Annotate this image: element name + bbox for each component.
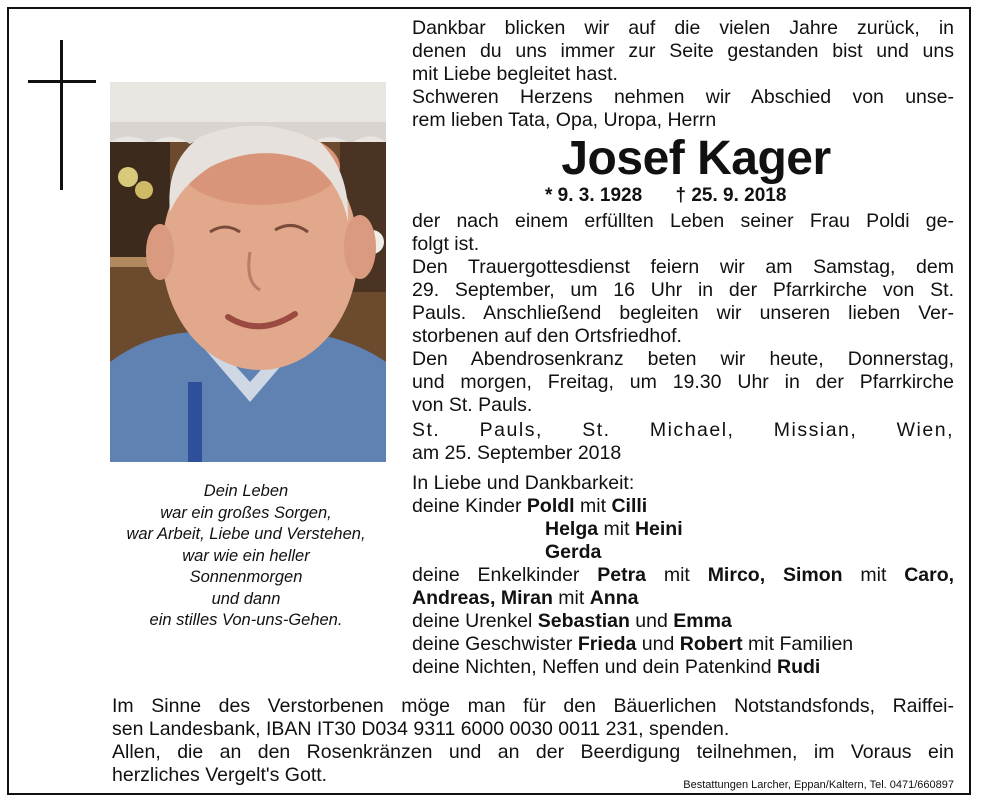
geschwister-suffix: mit Familien xyxy=(748,633,854,655)
grandchild-name: Simon xyxy=(782,564,843,586)
poem-line: und dann xyxy=(211,589,281,608)
great-grandchild-name: Emma xyxy=(673,610,732,632)
closing-line: Im Sinne des Verstorbenen möge man für den Bäuerlichen Notstandsfonds, Raiffei- xyxy=(112,695,954,717)
body-line: 29. September, um 16 Uhr in der Pfarrkirche von St. xyxy=(412,279,954,301)
partner-name: Cilli xyxy=(611,495,648,517)
child-name: Poldl xyxy=(526,495,575,517)
body-line: storbenen auf den Ortsfriedhof. xyxy=(412,325,682,347)
urenkel-prefix: deine Urenkel xyxy=(412,610,533,632)
body-line: Den Trauergottesdienst feiern wir am Samstag, dem xyxy=(412,256,954,278)
mit-word: mit xyxy=(580,495,607,517)
enkel-prefix: deine Enkelkinder xyxy=(412,564,580,586)
poem-line: war ein großes Sorgen, xyxy=(160,503,332,522)
mit-word: mit xyxy=(860,564,887,586)
cross-icon-bar xyxy=(28,80,96,83)
nichten-prefix: deine Nichten, Neffen und dein Patenkind xyxy=(412,656,772,678)
poem-line: Sonnenmorgen xyxy=(189,568,303,586)
mit-word: mit xyxy=(603,518,630,540)
intro-line: mit Liebe begleitet hast. xyxy=(412,63,618,85)
body-line: und morgen, Freitag, um 19.30 Uhr in der Pfarrkirche xyxy=(412,371,954,393)
funeral-home-imprint: Bestattungen Larcher, Eppan/Kaltern, Tel. 0471/660897 xyxy=(683,779,954,791)
great-grandchild-name: Sebastian xyxy=(537,610,630,632)
mit-word: mit xyxy=(663,564,690,586)
grandchild-names: Andreas, Miran xyxy=(412,587,553,609)
body-line: Pauls. Anschließend begleiten wir unseren lieben Ver- xyxy=(412,302,954,324)
geschwister-line xyxy=(412,633,954,656)
cross-icon xyxy=(60,40,63,190)
child-name: Helga xyxy=(545,518,599,540)
enkel-line xyxy=(412,587,954,610)
urenkel-line xyxy=(412,610,954,633)
kinder-prefix: deine Kinder xyxy=(412,495,522,517)
sibling-name: Frieda xyxy=(577,633,637,655)
geschwister-prefix: deine Geschwister xyxy=(412,633,573,655)
und-word: und xyxy=(635,610,668,632)
mit-word: mit xyxy=(558,587,585,609)
closing-text xyxy=(112,695,954,787)
life-dates xyxy=(412,184,954,208)
intro-line: Schweren Herzens nehmen wir Abschied von unse- xyxy=(412,86,954,108)
memorial-poem xyxy=(96,481,396,632)
closing-line: sen Landesbank, IBAN IT30 D034 9311 6000 0030 0011 231, spenden. xyxy=(112,718,730,740)
date-line: am 25. September 2018 xyxy=(412,442,622,464)
poem-line: ein stilles Von-uns-Gehen. xyxy=(149,611,343,629)
kinder-line xyxy=(412,541,954,564)
child-name: Gerda xyxy=(545,541,602,563)
kinder-line xyxy=(412,495,954,518)
notice-text xyxy=(412,17,954,679)
body-line: folgt ist. xyxy=(412,233,480,255)
poem-line: war wie ein heller xyxy=(182,546,310,565)
grandchild-name: Petra xyxy=(597,564,647,586)
partner-name: Caro, xyxy=(904,564,955,586)
death-date: † 25. 9. 2018 xyxy=(675,185,787,206)
intro-line: Dankbar blicken wir auf die vielen Jahre zurück, in xyxy=(412,17,954,39)
poem-line: war Arbeit, Liebe und Verstehen, xyxy=(126,525,366,543)
partner-name: Anna xyxy=(589,587,639,609)
portrait-photo xyxy=(110,82,386,462)
patenkind-name: Rudi xyxy=(777,656,821,678)
sibling-name: Robert xyxy=(679,633,743,655)
closing-line: Allen, die an den Rosenkränzen und an der Beerdigung teilnehmen, im Voraus ein xyxy=(112,741,954,763)
kinder-line xyxy=(412,518,954,541)
places-line: St. Pauls, St. Michael, Missian, Wien, xyxy=(412,419,954,441)
birth-date: * 9. 3. 1928 xyxy=(545,185,643,206)
poem-line: Dein Leben xyxy=(203,482,289,500)
enkel-line xyxy=(412,564,954,587)
partner-name: Heini xyxy=(634,518,683,540)
nichten-line xyxy=(412,656,954,679)
deceased-name: Josef Kager xyxy=(561,132,831,185)
closing-line: herzliches Vergelt's Gott. xyxy=(112,764,328,786)
partner-name: Mirco, xyxy=(707,564,766,586)
body-line: der nach einem erfüllten Leben seiner Frau Poldi ge- xyxy=(412,210,954,232)
intro-line: denen du uns immer zur Seite gestanden bist und uns xyxy=(412,40,954,62)
und-word: und xyxy=(641,633,675,655)
body-line: von St. Pauls. xyxy=(412,394,533,416)
family-intro: In Liebe und Dankbarkeit: xyxy=(412,472,635,494)
body-line: Den Abendrosenkranz beten wir heute, Donnerstag, xyxy=(412,348,954,370)
intro-line: rem lieben Tata, Opa, Uropa, Herrn xyxy=(412,109,717,131)
